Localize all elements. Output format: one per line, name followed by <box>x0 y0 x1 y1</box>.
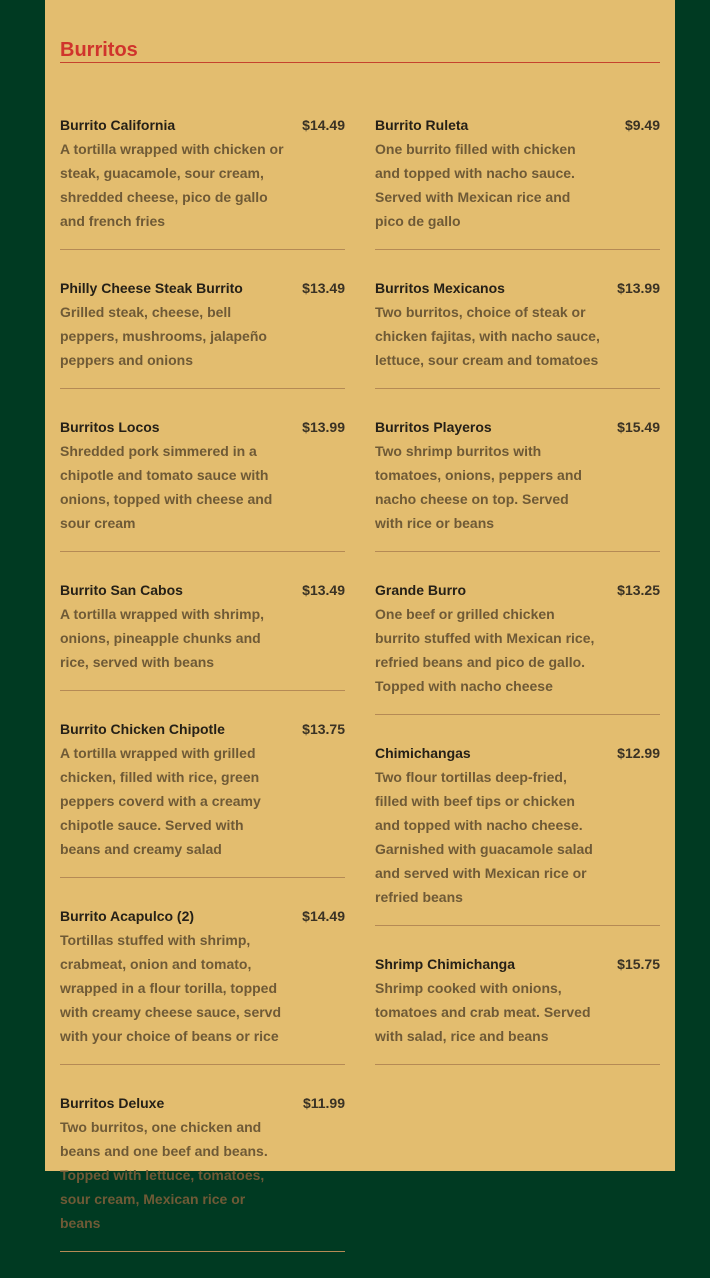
menu-item <box>60 1091 345 1252</box>
item-description: A tortilla wrapped with chicken or steak, guacamole, sour cream, shredded cheese, pico de gallo and french fries <box>60 141 284 229</box>
item-description: Shredded pork simmered in a chipotle and tomato sauce with onions, topped with cheese and sour cream <box>60 443 273 531</box>
menu-item <box>60 113 345 250</box>
item-description: One burrito filled with chicken and topped with nacho sauce. Served with Mexican rice and pico de gallo <box>375 141 576 229</box>
item-price: $9.49 <box>624 117 660 133</box>
item-price: $14.49 <box>302 908 345 924</box>
item-price: $13.49 <box>302 280 345 296</box>
item-price: $14.49 <box>302 117 345 133</box>
item-name: Burritos Mexicanos <box>375 280 505 296</box>
item-name: Philly Cheese Steak Burrito <box>60 280 243 296</box>
menu-item <box>375 113 660 250</box>
menu-panel <box>45 0 675 1231</box>
item-name: Chimichangas <box>375 745 471 761</box>
menu-item <box>375 578 660 715</box>
menu-item <box>60 904 345 1065</box>
section-title: Burritos <box>60 39 138 61</box>
item-description: Two burritos, one chicken and beans and one beef and beans. Topped with lettuce, tomatoes, sour cream, Mexican rice or beans <box>60 1119 268 1231</box>
item-description: Two flour tortillas deep-fried, filled with beef tips or chicken and topped with nacho cheese. Garnished with guacamole salad and served with Mexican rice or refried beans <box>375 769 593 905</box>
title-divider <box>60 62 660 63</box>
item-name: Burritos Playeros <box>375 419 492 435</box>
item-description: A tortilla wrapped with grilled chicken, filled with rice, green peppers coverd with a creamy chipotle sauce. Served with beans and creamy salad <box>60 745 261 857</box>
item-price: $13.25 <box>617 582 660 598</box>
menu-item <box>60 276 345 389</box>
item-price: $13.99 <box>617 280 660 296</box>
item-description: Grilled steak, cheese, bell peppers, mushrooms, jalapeño peppers and onions <box>60 304 267 368</box>
item-name: Burrito Acapulco (2) <box>60 908 195 924</box>
menu-item <box>375 741 660 926</box>
menu-item <box>375 415 660 552</box>
item-name: Grande Burro <box>375 582 467 598</box>
item-price: $15.49 <box>617 419 660 435</box>
menu-item <box>375 952 660 1065</box>
item-name: Burrito Ruleta <box>375 117 469 133</box>
item-name: Burritos Locos <box>60 419 160 435</box>
item-price: $13.75 <box>302 721 345 737</box>
item-name: Shrimp Chimichanga <box>375 956 516 972</box>
item-description: Two shrimp burritos with tomatoes, onions, peppers and nacho cheese on top. Served with rice or beans <box>375 443 582 531</box>
item-description: A tortilla wrapped with shrimp, onions, pineapple chunks and rice, served with beans <box>60 606 265 670</box>
item-name: Burritos Deluxe <box>60 1095 165 1111</box>
menu-item <box>60 415 345 552</box>
item-description: Two burritos, choice of steak or chicken fajitas, with nacho sauce, lettuce, sour cream and tomatoes <box>375 304 600 368</box>
menu-item <box>375 276 660 389</box>
item-price: $13.99 <box>302 419 345 435</box>
item-price: $13.49 <box>302 582 345 598</box>
item-description: One beef or grilled chicken burrito stuffed with Mexican rice, refried beans and pico de gallo. Topped with nacho cheese <box>375 606 595 694</box>
item-description: Tortillas stuffed with shrimp, crabmeat, onion and tomato, wrapped in a flour torilla, topped with creamy cheese sauce, servd with your choice of beans or rice <box>60 932 282 1044</box>
menu-item <box>60 717 345 878</box>
menu-column-left <box>60 113 345 1278</box>
item-description: Shrimp cooked with onions, tomatoes and crab meat. Served with salad, rice and beans <box>375 980 591 1044</box>
menu-column-right <box>375 113 660 1091</box>
item-name: Burrito Chicken Chipotle <box>60 721 225 737</box>
item-price: $12.99 <box>617 745 660 761</box>
item-name: Burrito California <box>60 117 176 133</box>
menu-item <box>60 578 345 691</box>
item-name: Burrito San Cabos <box>60 582 183 598</box>
item-price: $15.75 <box>617 956 660 972</box>
item-price: $11.99 <box>302 1095 345 1111</box>
